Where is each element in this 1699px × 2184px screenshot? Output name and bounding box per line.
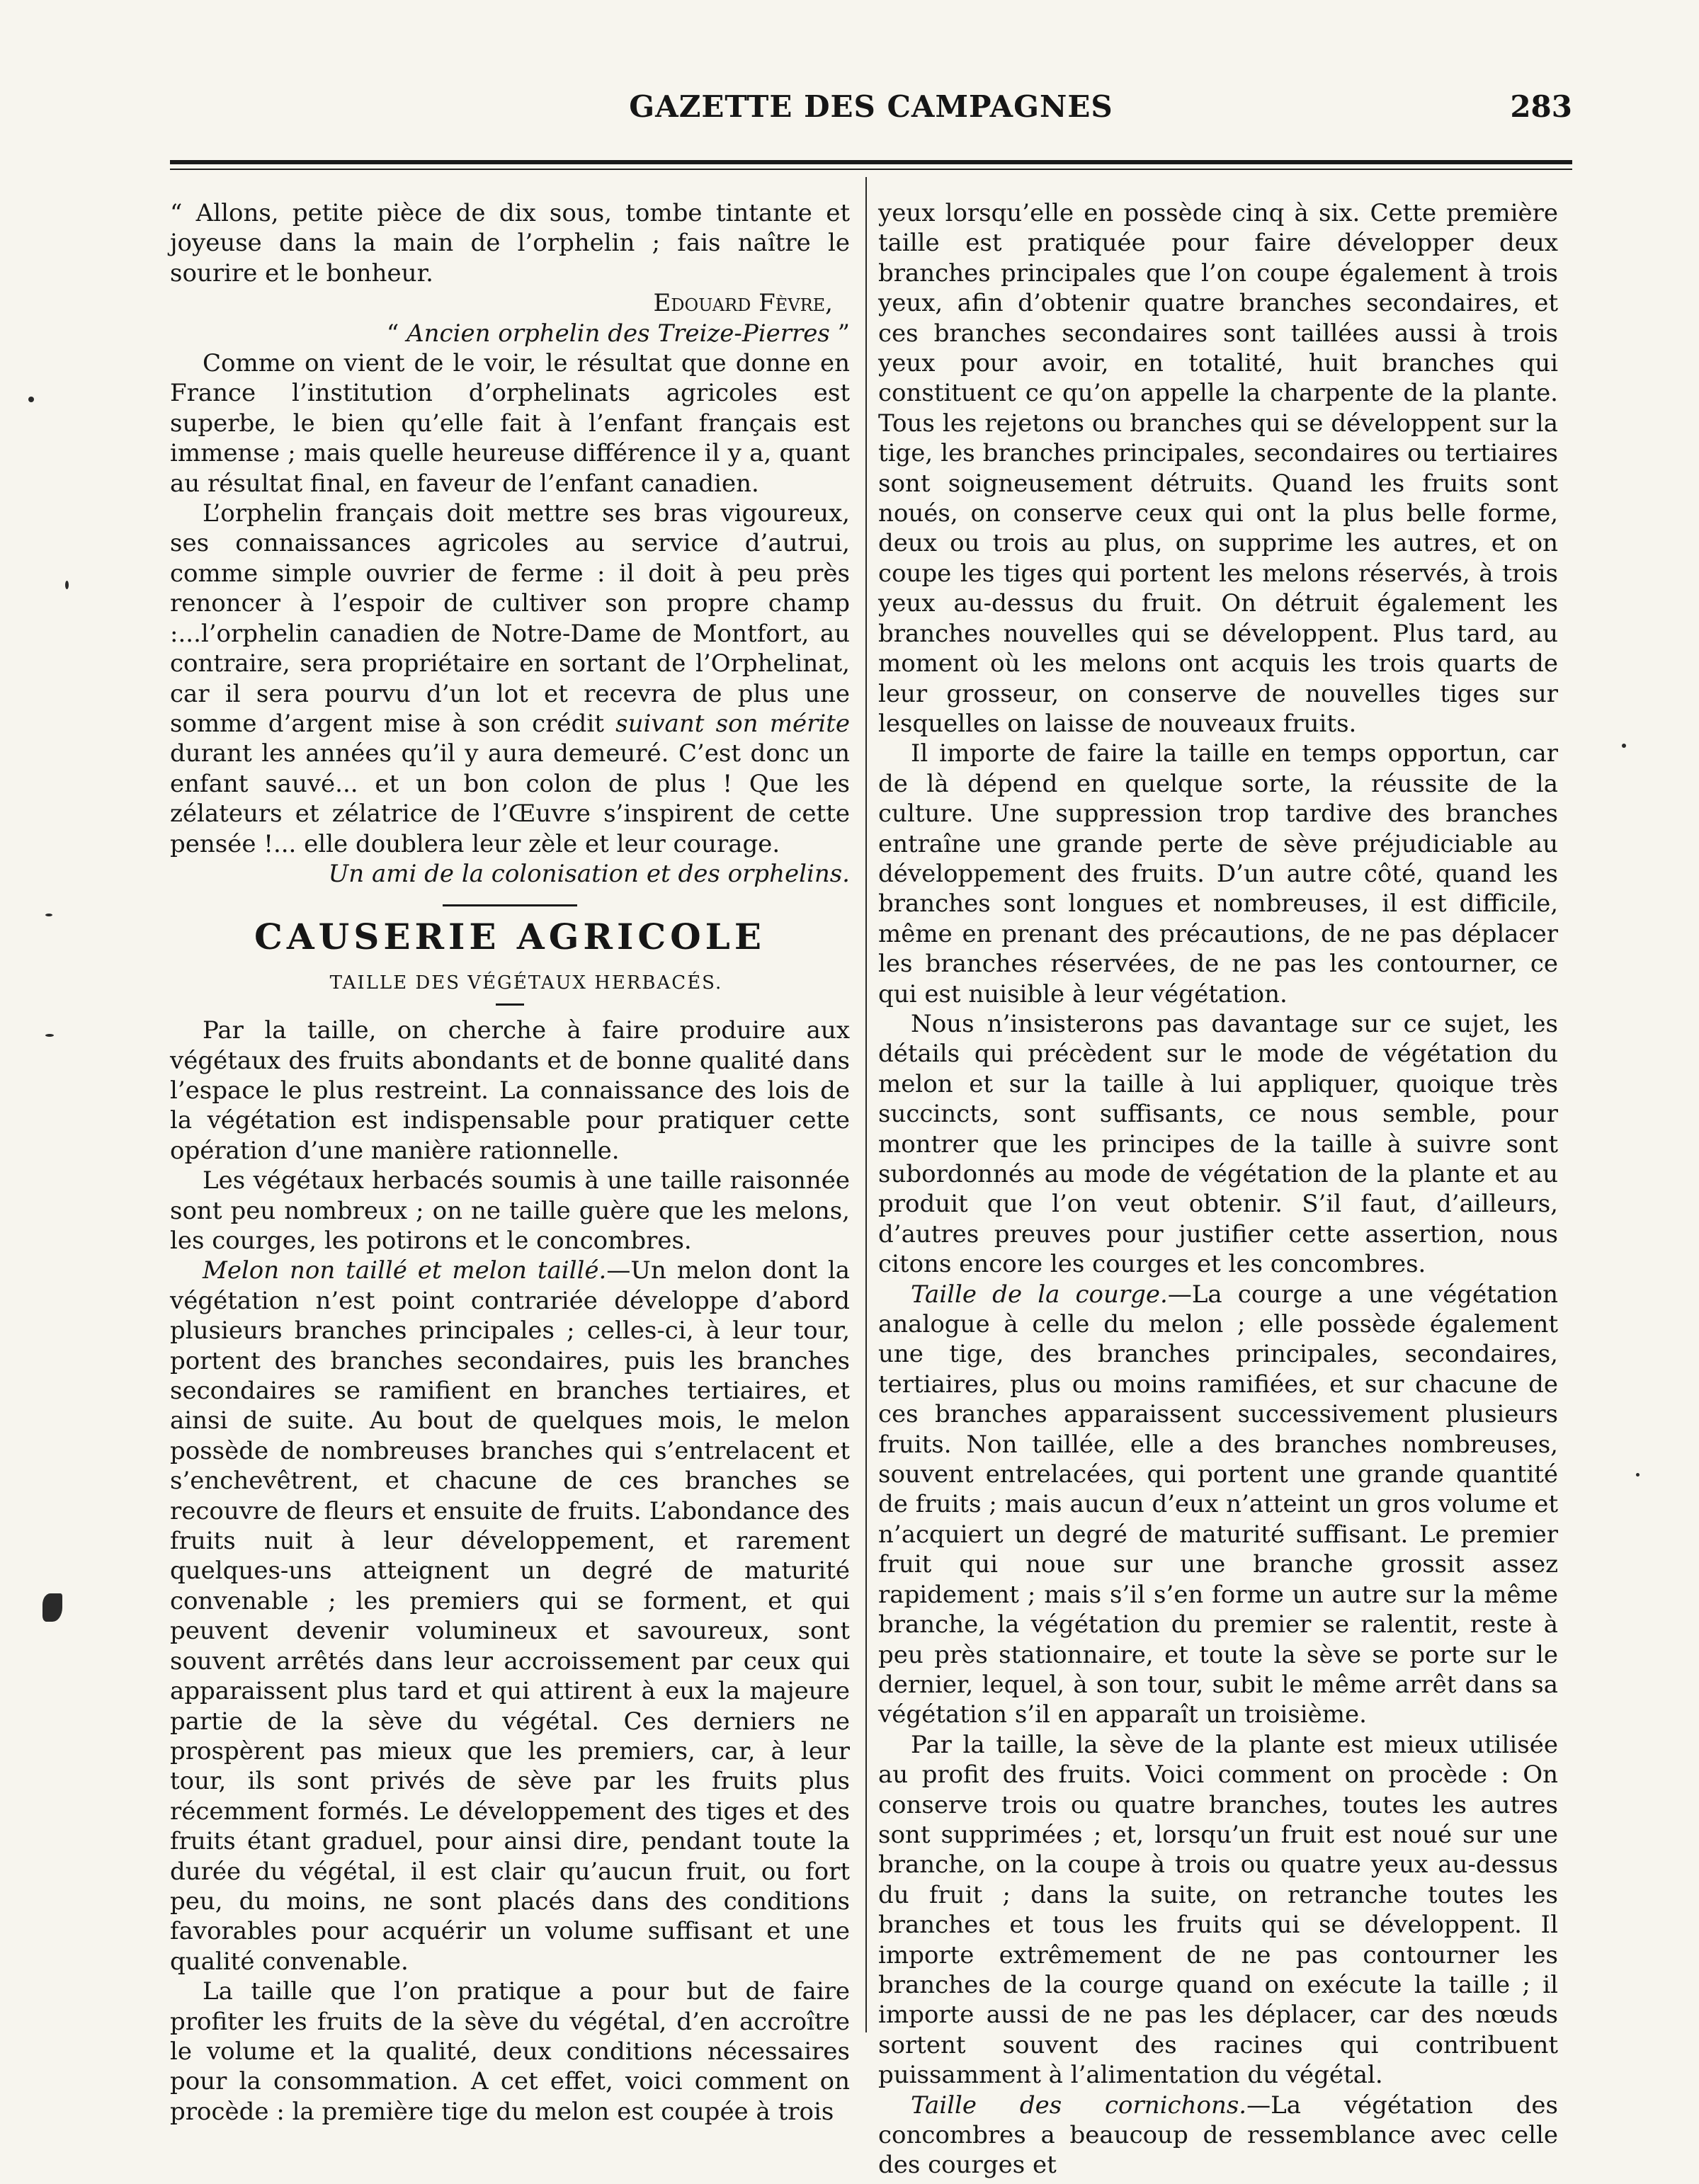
letter-closing-paragraph: “ Allons, petite pièce de dix sous, tombe tintante et joyeuse dans la main de l’orphelin ; fais naître le sourire et le bonheur. [170, 199, 850, 288]
signature-open-quote: “ [386, 319, 407, 348]
margin-speck [1636, 1473, 1640, 1477]
column-divider [865, 177, 867, 2032]
intro-paragraph: Par la taille, on cherche à faire produire aux végétaux des fruits abondants et de bonne qualité dans l’espace le plus restreint. La connaissance des lois de la végétation est indispensable pour pratiquer cette opération d’une manière rationnelle. [170, 1016, 850, 1165]
gherkin-text: —La végétation des concombres a beaucoup de ressemblance avec celle des courges et [878, 2091, 1558, 2180]
gourd-pruning-paragraph: Par la taille, la sève de la plante est mieux utilisée au profit des fruits. Voici comment on procède : On conserve trois ou quatre branches, toutes les autres sont supprimées ; et, lorsqu’un fruit est noué sur une branche, on la coupe à trois ou quatre yeux au-dessus du fruit ; dans la suite, on retranche toutes les branches et tous les fruits qui se développent. Il importe extrêmement de ne pas contourner les branches de la courge quand on exécute la taille ; il importe aussi de ne pas les déplacer, car des nœuds sortent souvent des racines qui contribuent puissamment à l’alimentation du végétal. [878, 1730, 1558, 2090]
header-rule-thin [170, 169, 1572, 170]
margin-speck [28, 397, 34, 402]
section-subtitle: TAILLE DES VÉGÉTAUX HERBACÉS. [329, 972, 723, 994]
herbaceous-paragraph: Les végétaux herbacés soumis à une taille raisonnée sont peu nombreux ; on ne taille guère que les melons, les courges, les potirons et le concombres. [170, 1166, 850, 1255]
margin-speck [45, 914, 52, 916]
right-column [878, 198, 1558, 2180]
pruning-purpose-paragraph: La taille que l’on pratique a pour but de faire profiter les fruits de la sève du végétal, d’en accroître le volume et la qualité, deux conditions nécessaires pour la consommation. A cet effet, voici comment on procède : la première tige du melon est coupée à trois [170, 1977, 850, 2126]
comparison-paragraph: Comme on vient de le voir, le résultat que donne en France l’institution d’orphelinats agricoles est superbe, le bien qu’elle fait à l’enfant français est immense ; mais quelle heureuse différence il y a, quant au résultat final, en faveur de l’enfant canadien. [170, 349, 850, 498]
article-signature: Un ami de la colonisation et des orphelins. [328, 859, 850, 888]
gourd-heading: Taille de la courge. [911, 1280, 1168, 1309]
summary-paragraph: Nous n’insisterons pas davantage sur ce sujet, les détails qui précèdent sur le mode de végétation du melon et sur la taille à lui appliquer, quoique très succincts, sont suffisants, ce nous semble, pour montrer que les principes de la taille à suivre sont subordonnés au mode de végétation de la plante et au produit que l’on veut obtenir. S’il faut, d’ailleurs, d’autres preuves pour justifier cette assertion, nous citons encore les courges et les concombres. [878, 1009, 1558, 1279]
signature-title [170, 319, 850, 348]
gherkin-heading: Taille des cornichons. [911, 2091, 1247, 2120]
orphan-paragraph-part-b: durant les années qu’il y aura demeuré. C’est donc un enfant sauvé... et un bon colon de plus ! Que les zélateurs et zélatrice de l’Œuvre s’inspirent de cette pensée !... elle doublera leur zèle et leur courage. [170, 739, 850, 858]
signature-title-text: Ancien orphelin des Treize-Pierres [407, 319, 830, 348]
section-title: CAUSERIE AGRICOLE [254, 916, 766, 958]
timing-paragraph: Il importe de faire la taille en temps opportun, car de là dépend en quelque sorte, la réussite de la culture. Une suppression trop tardive des branches entraîne une grande perte de sève préjudiciable au développement des fruits. D’un autre côté, quand les branches sont longues et nombreuses, il est difficile, même en prenant des précautions, de ne pas déplacer les branches réservées, de ne pas les contourner, ce qui est nuisible à leur végétation. [878, 739, 1558, 1008]
left-column [170, 198, 850, 2127]
page-number: 283 [1510, 89, 1572, 124]
gourd-text: —La courge a une végétation analogue à celle du melon ; elle possède également une tige, des branches principales, secondaires, tertiaires, plus ou moins ramifiées, et sur chacune de ces branches apparaissent successivement plusieurs fruits. Non taillée, elle a des branches nombreuses, souvent entrelacées, qui portent une grande quantité de fruits ; mais aucun d’eux n’atteint un gros volume et n’acquiert un degré de maturité suffisant. Le premier fruit qui noue sur une branche grossit assez rapidement ; mais s’il s’en forme un autre sur la même branche, la végétation du premier se ralentit, reste à peu près stationnaire, et toute la sève se porte sur le dernier, lequel, à son tour, subit le même arrêt dans sa végétation s’il en apparaît un troisième. [878, 1280, 1558, 1729]
gazette-title: GAZETTE DES CAMPAGNES [629, 89, 1113, 124]
orphan-paragraph-part-a: L’orphelin français doit mettre ses bras vigoureux, ses connaissances agricoles au service d’autrui, comme simple ouvrier de ferme : il doit à peu près renoncer à l’espoir de cultiver son propre champ :...l’orphelin canadien de Notre-Dame de Montfort, au contraire, sera propriétaire en sortant de l’Orphelinat, car il sera pourvu d’un lot et recevra de plus une somme d’argent mise à son crédit [170, 499, 850, 738]
margin-speck [42, 1593, 62, 1622]
section-separator [443, 904, 577, 906]
margin-speck [45, 1034, 54, 1037]
gherkin-paragraph [878, 2091, 1558, 2180]
orphan-paragraph-italic: suivant son mérite [615, 709, 850, 738]
melon-paragraph [170, 1256, 850, 1977]
melon-heading: Melon non taillé et melon taillé. [203, 1256, 607, 1285]
signature-close-quote: ” [829, 319, 850, 348]
gourd-paragraph [878, 1280, 1558, 1730]
melon-text: —Un melon dont la végétation n’est point contrariée développe d’abord plusieurs branches principales ; celles-ci, à leur tour, portent des branches secondaires, puis les branches secondaires se ramifient en branches tertiaires, et ainsi de suite. Au bout de quelques mois, le melon possède de nombreuses branches qui s’entrelacent et s’enchevêtrent, et chacune de ces branches se recouvre de fleurs et ensuite de fruits. L’abondance des fruits nuit à leur développement, et rarement quelques-uns atteignent un degré de maturité convenable ; les premiers qui se forment, et qui peuvent devenir volumineux et savoureux, sont souvent arrêtés dans leur accroissement par ceux qui apparaissent plus tard et qui attirent à eux la majeure partie de la sève du végétal. Ces derniers ne prospèrent pas mieux que les premiers, car, à leur tour, ils sont privés de sève par les fruits plus récemment formés. Le développement des tiges et des fruits étant graduel, pour ainsi dire, pendant toute la durée du végétal, il est clair qu’aucun fruit, ou fort peu, du moins, ne sont placés dans des conditions favorables pour acquérir un volume suffisant et une qualité convenable. [170, 1256, 850, 1976]
header-rule-thick [170, 160, 1572, 164]
page-header [170, 84, 1572, 133]
signature-name: Edouard Fèvre, [653, 289, 833, 318]
margin-speck [65, 581, 69, 589]
melon-continued-paragraph: yeux lorsqu’elle en possède cinq à six. Cette première taille est pratiquée pour faire développer deux branches principales que l’on coupe également à trois yeux, afin d’obtenir quatre branches secondaires, et ces branches secondaires sont taillées aussi à trois yeux pour avoir, en totalité, huit branches qui constituent ce qu’on appelle la charpente de la plante. Tous les rejetons ou branches qui se développent sur la tige, les branches principales, secondaires ou tertiaires sont soigneusement détruits. Quand les fruits sont noués, on conserve ceux qui ont la plus belle forme, deux ou trois au plus, on supprime les autres, et on coupe les tiges qui portent les melons réservés, à trois yeux au-dessus du fruit. On détruit également les branches nouvelles qui se développent. Plus tard, au moment où les melons ont acquis les trois quarts de leur grosseur, on conserve de nouvelles tiges sur lesquelles on laisse de nouveaux fruits. [878, 199, 1558, 738]
margin-speck [1622, 744, 1626, 748]
subtitle-separator [496, 1003, 524, 1006]
orphan-paragraph [170, 499, 850, 859]
